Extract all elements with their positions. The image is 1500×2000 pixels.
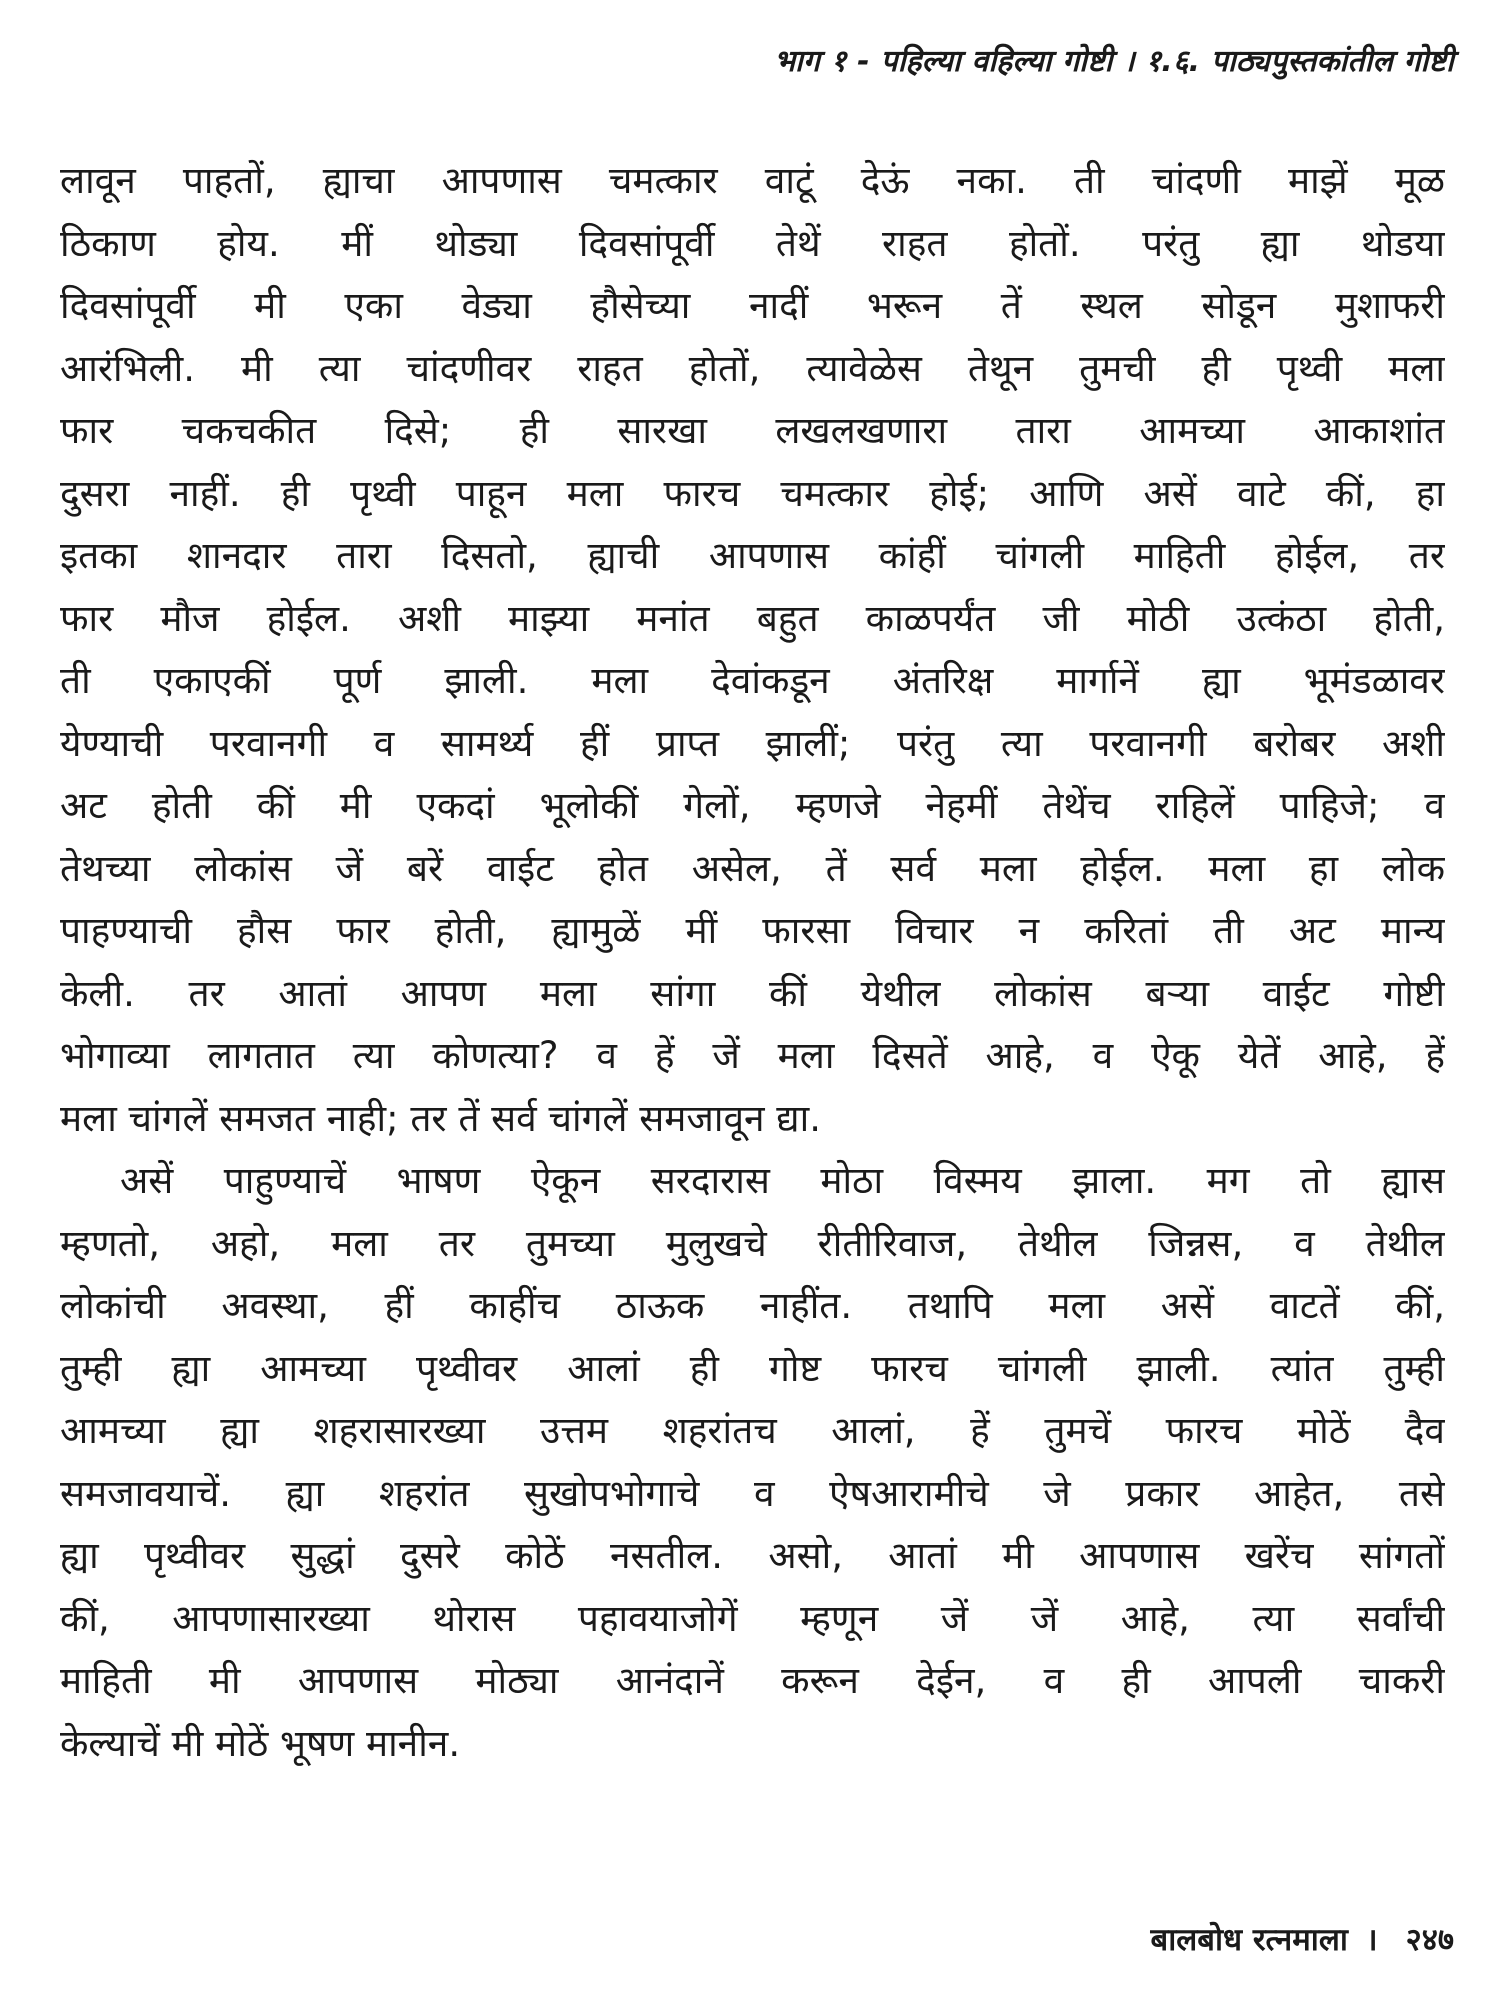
text-line: दुसरा नाहीं. ही पृथ्वी पाहून मला फारच चमत्कार होई; आणि असें वाटे कीं, हा <box>60 471 1445 515</box>
text-line: लावून पाहतों, ह्याचा आपणास चमत्कार वाटूं देऊं नका. ती चांदणी माझें मूळ <box>60 159 1445 202</box>
paragraph-1 <box>60 150 1445 1150</box>
series-name: बालबोध रत्नमाला <box>1150 1922 1348 1958</box>
paragraph-2 <box>60 1150 1445 1775</box>
text-line: फार चकचकीत दिसे; ही सारखा लखलखणारा तारा आमच्या आकाशांत <box>60 409 1445 452</box>
text-line: फार मौज होईल. अशी माझ्या मनांत बहुत काळपर्यंत जी मोठी उत्कंठा होती, <box>60 596 1445 640</box>
text-line: मला चांगलें समजत नाही; तर तें सर्व चांगलें समजावून द्या. <box>60 1096 821 1140</box>
text-line: ठिकाण होय. मीं थोड्या दिवसांपूर्वी तेथें राहत होतों. परंतु ह्या थोडया <box>60 221 1445 265</box>
text-line: तुम्ही ह्या आमच्या पृथ्वीवर आलां ही गोष्ट फारच चांगली झाली. त्यांत तुम्ही <box>60 1346 1445 1390</box>
text-line: आमच्या ह्या शहरासारख्या उत्तम शहरांतच आलां, हें तुमचें फारच मोठें दैव <box>60 1409 1445 1452</box>
text-line: लोकांची अवस्था, हीं काहींच ठाऊक नाहींत. तथापि मला असें वाटतें कीं, <box>60 1284 1445 1327</box>
text-line: तेथच्या लोकांस जें बरें वाईट होत असेल, तें सर्व मला होईल. मला हा लोक <box>60 846 1445 890</box>
text-line: येण्याची परवानगी व सामर्थ्य हीं प्राप्त झालीं; परंतु त्या परवानगी बरोबर अशी <box>60 721 1445 765</box>
text-line: अट होती कीं मी एकदां भूलोकीं गेलों, म्हणजे नेहमीं तेथेंच राहिलें पाहिजे; व <box>60 784 1445 827</box>
text-line: दिवसांपूर्वी मी एका वेड्या हौसेच्या नादीं भरून तें स्थल सोडून मुशाफरी <box>60 284 1445 327</box>
text-line: समजावयाचें. ह्या शहरांत सुखोपभोगाचे व ऐषआरामीचे जे प्रकार आहेत, तसे <box>60 1471 1445 1515</box>
text-line: आरंभिली. मी त्या चांदणीवर राहत होतों, त्यावेळेस तेथून तुमची ही पृथ्वी मला <box>60 346 1445 390</box>
text-line: म्हणतो, अहो, मला तर तुमच्या मुलुखचे रीतीरिवाज, तेथील जिन्नस, व तेथील <box>60 1221 1445 1265</box>
text-line: ह्या पृथ्वीवर सुद्धां दुसरे कोठें नसतील. असो, आतां मी आपणास खरेंच सांगतों <box>60 1534 1445 1577</box>
running-header: भाग १ - पहिल्या वहिल्या गोष्टी । १.६. पाठ्यपुस्तकांतील गोष्टी <box>773 44 1454 79</box>
text-line: ती एकाएकीं पूर्ण झाली. मला देवांकडून अंतरिक्ष मार्गानें ह्या भूमंडळावर <box>60 659 1445 702</box>
text-line: केल्याचें मी मोठें भूषण मानीन. <box>60 1721 461 1765</box>
running-footer <box>1151 1918 1454 1962</box>
text-line: पाहण्याची हौस फार होती, ह्यामुळें मीं फारसा विचार न करितां ती अट मान्य <box>60 909 1445 952</box>
text-line: कीं, आपणासारख्या थोरास पहावयाजोगें म्हणून जें जें आहे, त्या सर्वांची <box>60 1596 1445 1640</box>
text-line: असें पाहुण्याचें भाषण ऐकून सरदारास मोठा विस्मय झाला. मग तो ह्यास <box>120 1159 1445 1202</box>
body-text <box>60 150 1445 1775</box>
text-line: केली. तर आतां आपण मला सांगा कीं येथील लोकांस बऱ्या वाईट गोष्टी <box>60 971 1445 1015</box>
page-number: २४७ <box>1405 1922 1454 1958</box>
text-line: माहिती मी आपणास मोठ्या आनंदानें करून देईन, व ही आपली चाकरी <box>60 1659 1445 1702</box>
text-line: भोगाव्या लागतात त्या कोणत्या? व हें जें मला दिसतें आहे, व ऐकू येतें आहे, हें <box>60 1034 1445 1077</box>
text-line: इतका शानदार तारा दिसतो, ह्याची आपणास कांहीं चांगली माहिती होईल, तर <box>60 534 1445 577</box>
footer-separator: । <box>1365 1922 1378 1958</box>
